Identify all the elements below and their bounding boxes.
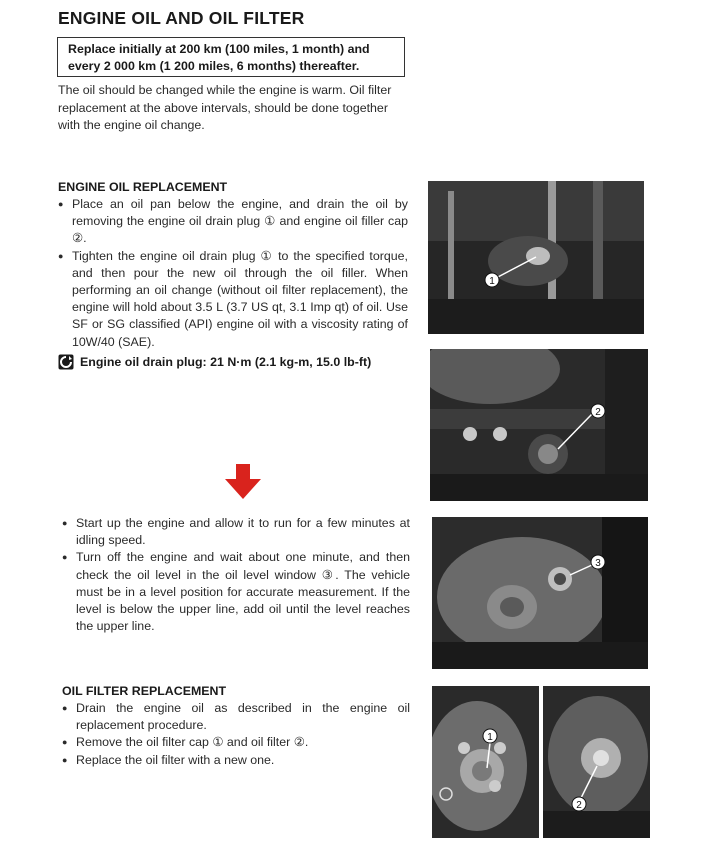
callout-4-label: 1 <box>487 732 493 743</box>
list-item: ● Remove the oil filter cap ① and oil filter ②. <box>62 734 410 751</box>
oil-replacement-list <box>58 196 408 351</box>
photo-oil-filter <box>543 686 650 838</box>
list-item: ● Turn off the engine and wait about one minute, and then check the oil level in the oil level window ③. The vehicle must be in a level position for accurate measurement. If the level is below the upper line, add oil until the level reaches the upper line. <box>62 549 410 635</box>
photo-oil-filter-cap <box>432 686 539 838</box>
callout-1-label: 1 <box>489 276 495 287</box>
torque-spec <box>58 354 371 370</box>
page-title: ENGINE OIL AND OIL FILTER <box>58 8 305 28</box>
photo-oil-level-window <box>432 517 648 669</box>
filter-replacement-list <box>62 700 410 769</box>
photo-drain-plug <box>428 181 644 334</box>
list-item: ● Drain the engine oil as described in the engine oil replacement procedure. <box>62 700 410 734</box>
oil-replacement-heading: ENGINE OIL REPLACEMENT <box>58 180 228 194</box>
photo-filler-cap <box>430 349 648 501</box>
list-item: ● Replace the oil filter with a new one. <box>62 752 410 769</box>
callout-5-label: 2 <box>576 800 582 811</box>
filter-replacement-heading: OIL FILTER REPLACEMENT <box>62 684 227 698</box>
maintenance-interval-box: Replace initially at 200 km (100 miles, 1 month) and every 2 000 km (1 200 miles, 6 months) thereafter. <box>57 37 405 77</box>
list-item: ● Tighten the engine oil drain plug ① to the specified torque, and then pour the new oil through the oil filler. When performing an oil change (without oil filter replacement), the engine will hold about 3.5 L (3.7 US qt, 3.1 Imp qt) of oil. Use SF or SG classified (API) engine oil with a viscosity rating of 10W/40 (SAE). <box>58 248 408 351</box>
torque-wrench-icon <box>58 354 74 370</box>
down-arrow-icon <box>223 464 263 505</box>
oil-check-list <box>62 515 410 635</box>
callout-2-label: 2 <box>595 407 601 418</box>
callout-3-label: 3 <box>595 558 601 569</box>
list-item: ● Start up the engine and allow it to run for a few minutes at idling speed. <box>62 515 410 549</box>
list-item: ● Place an oil pan below the engine, and drain the oil by removing the engine oil drain plug ① and engine oil filler cap ②. <box>58 196 408 248</box>
torque-spec-text: Engine oil drain plug: 21 N·m (2.1 kg-m, 15.0 lb-ft) <box>80 355 372 369</box>
intro-paragraph: The oil should be changed while the engine is warm. Oil filter replacement at the above intervals, should be done together with the engine oil change. <box>58 83 392 132</box>
